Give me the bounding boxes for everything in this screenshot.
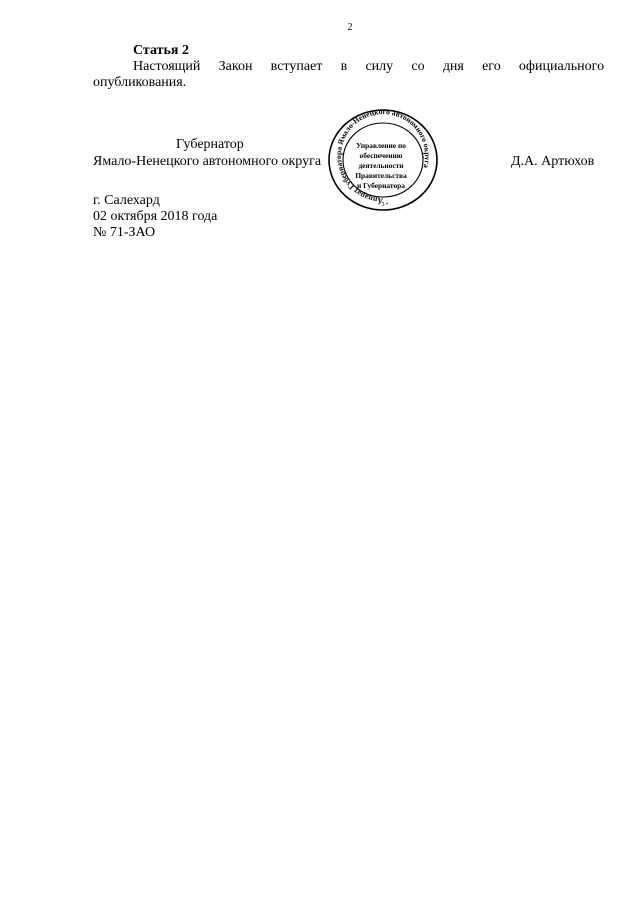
article-word: Закон xyxy=(218,59,253,74)
seal-center-line: и Губернатора xyxy=(357,181,405,190)
article-word: вступает xyxy=(270,59,323,74)
article-word: дня xyxy=(442,59,464,74)
seal-bottom-mark: • 3 • xyxy=(377,202,389,208)
article-heading: Статья 2 xyxy=(133,43,189,58)
article-word: силу xyxy=(365,59,394,74)
article-word: со xyxy=(411,59,425,74)
page-number: 2 xyxy=(347,22,353,33)
signer-region: Ямало-Ненецкого автономного округа xyxy=(93,154,322,169)
signing-date: 02 октября 2018 года xyxy=(93,209,218,224)
seal-center-line: обеспечению xyxy=(359,151,403,160)
official-seal-stamp xyxy=(313,108,453,212)
seal-center-line: Управление по xyxy=(356,141,406,150)
seal-center-line: Правительства xyxy=(355,171,407,180)
article-word: его xyxy=(482,59,501,74)
article-word: Настоящий xyxy=(133,59,201,74)
signing-place: г. Салехард xyxy=(93,193,160,208)
article-text-line-1 xyxy=(133,59,604,75)
law-number: № 71-ЗАО xyxy=(93,225,156,240)
seal-center-line: деятельности xyxy=(358,161,404,170)
signer-name: Д.А. Артюхов xyxy=(511,154,595,169)
seal-ring-text: Аппарат Губернатора Ямало-Ненецкого автономного округа xyxy=(333,108,433,206)
article-word: в xyxy=(340,59,348,74)
article-word: официального xyxy=(518,59,605,74)
signer-title: Губернатор xyxy=(176,137,244,152)
article-text-line-2: опубликования. xyxy=(93,75,187,90)
